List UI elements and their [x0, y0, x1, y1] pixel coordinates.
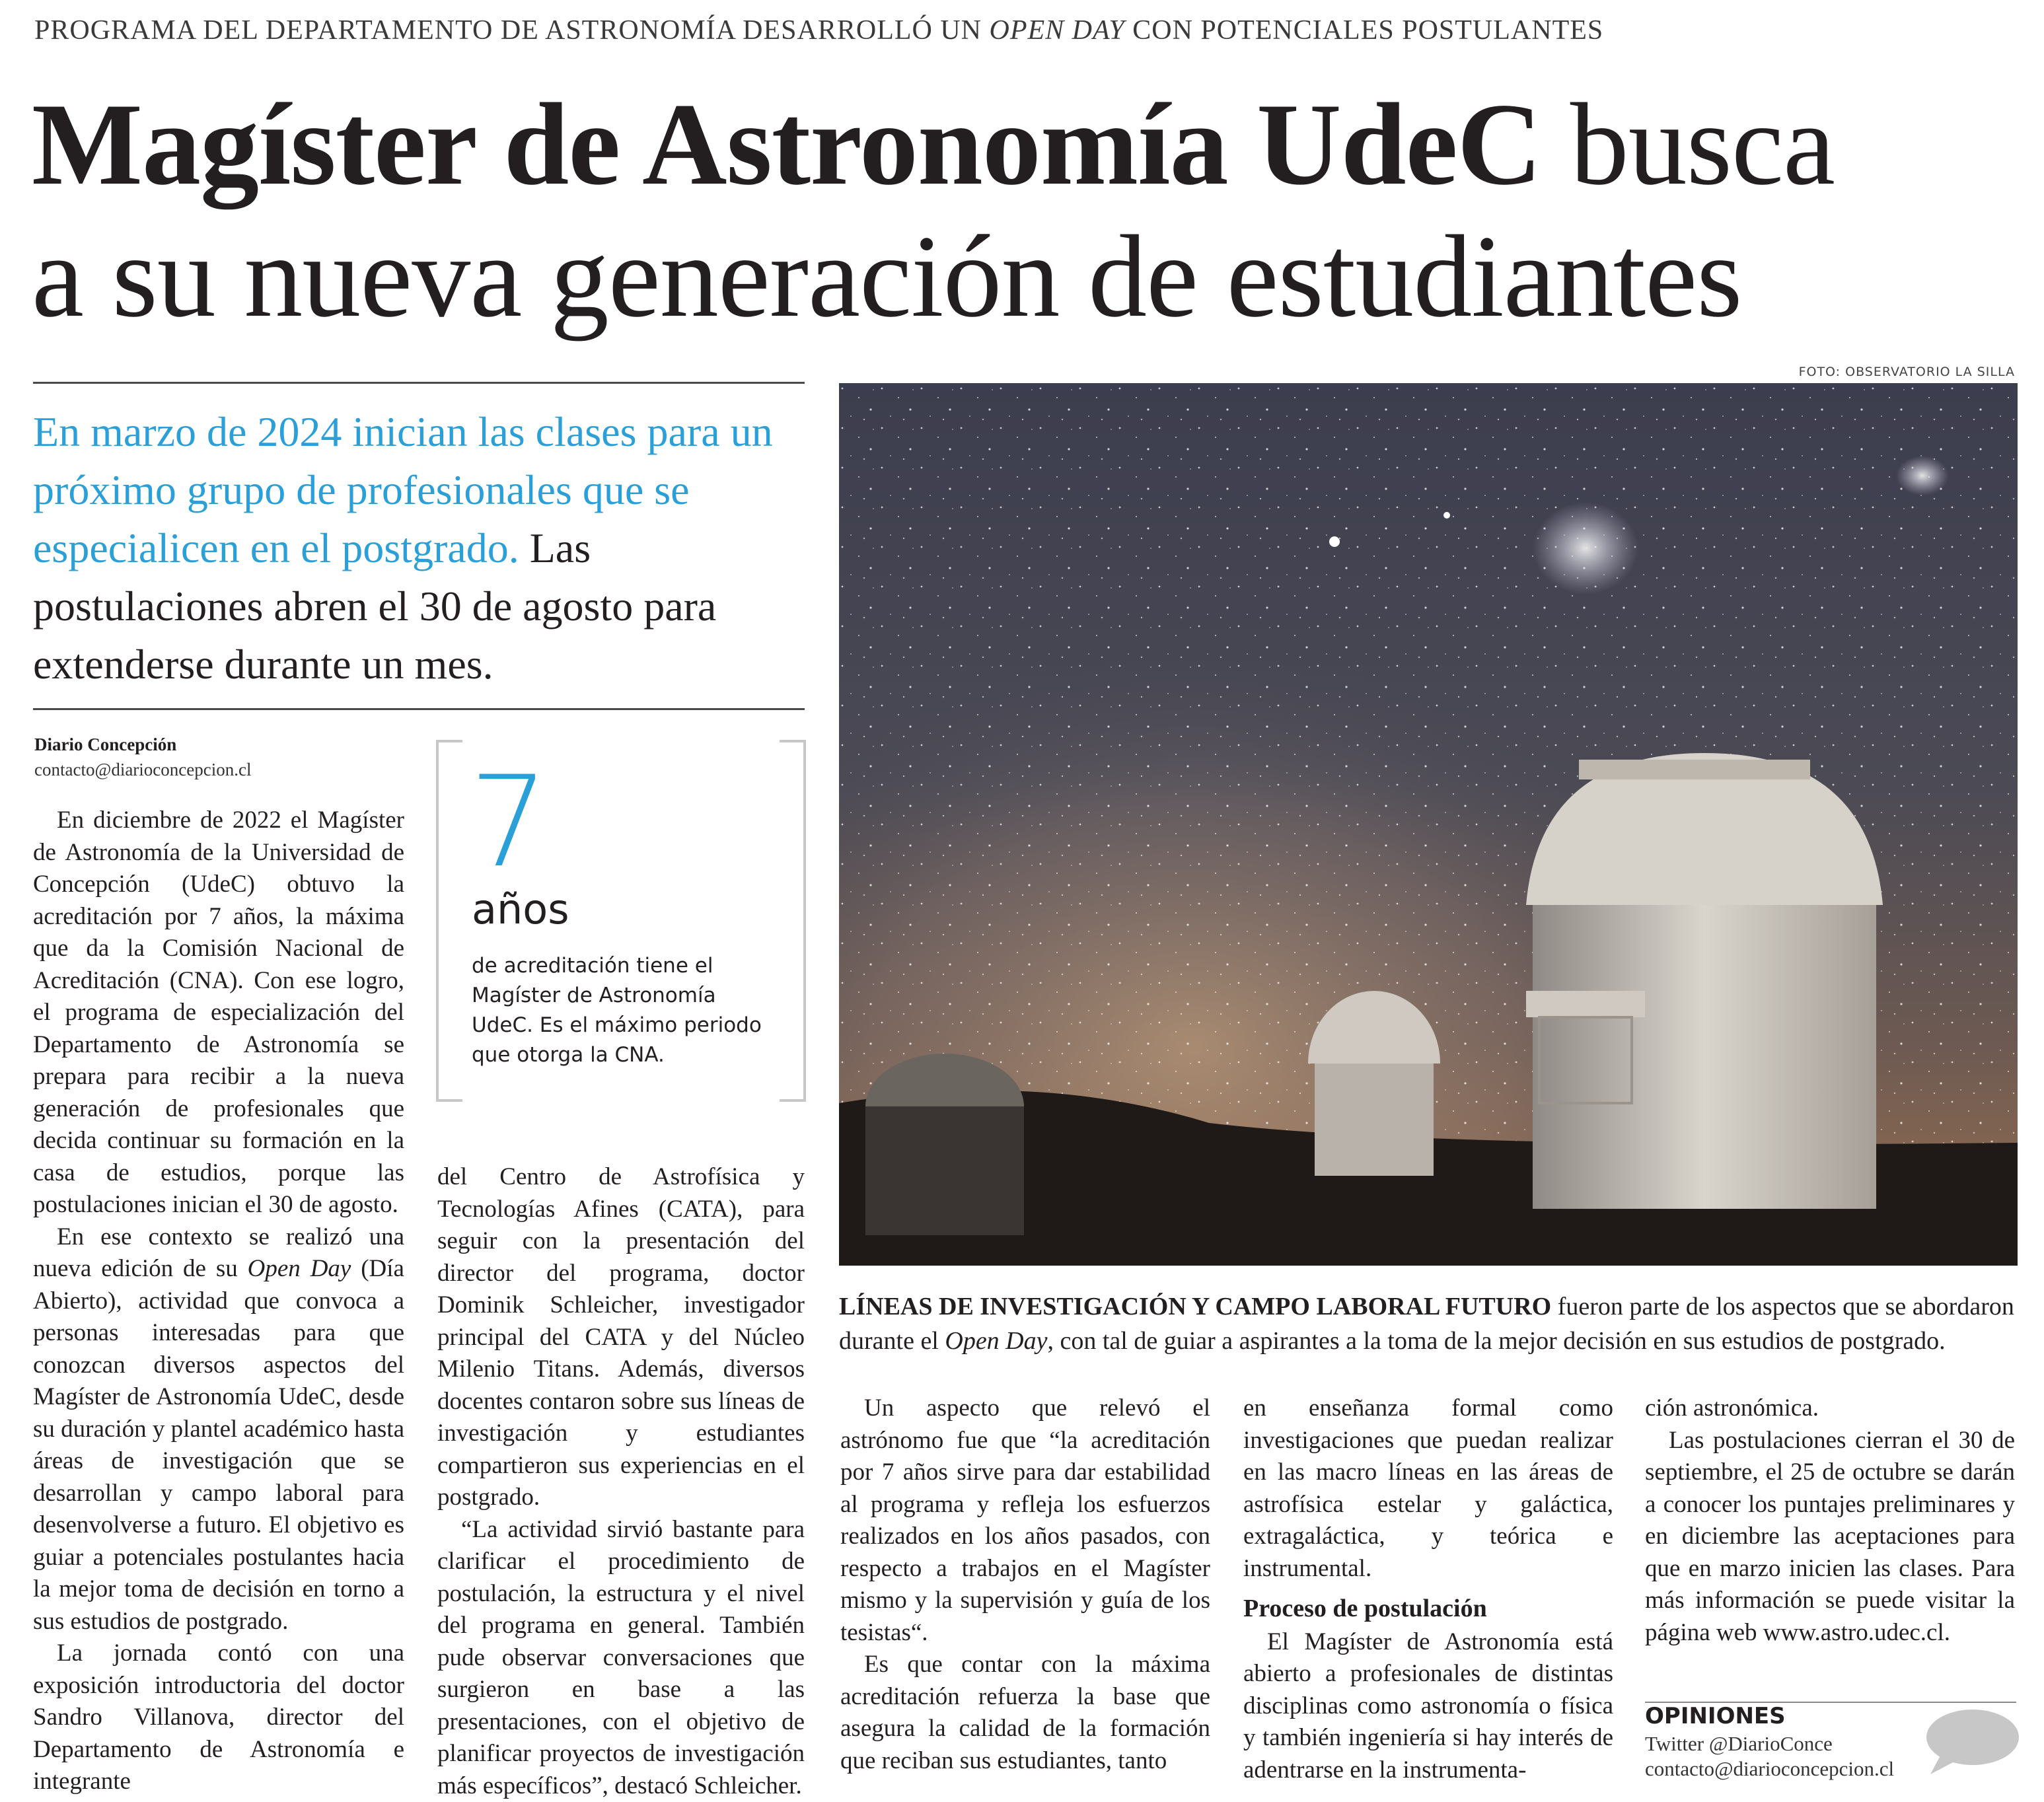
- observatory-photo: [839, 383, 2018, 1266]
- paragraph: en enseñanza formal como investigaciones que puedan realizar en las macro líneas en las áreas de astrofísica estelar y galáctica, extragaláctica, y teórica e instrumental.: [1243, 1392, 1613, 1585]
- kicker: [34, 15, 2016, 46]
- caption-italic: Open Day: [945, 1327, 1047, 1355]
- night-sky-observatory-image: [839, 383, 2018, 1266]
- byline-name: Diario Concepción: [34, 735, 176, 755]
- article-column-5: [1645, 1392, 2015, 1649]
- kicker-italic: OPEN DAY: [990, 15, 1125, 46]
- article-column-4: [1243, 1392, 1613, 1786]
- paragraph: La jornada contó con una exposición introductoria del doctor Sandro Villanova, director del Departamento de Astronomía e integrante: [33, 1638, 404, 1798]
- lead-bottom-rule: [33, 708, 805, 710]
- photo-caption: [839, 1289, 2022, 1358]
- paragraph-italic: Open Day: [248, 1255, 351, 1282]
- byline-email: contacto@diarioconcepcion.cl: [34, 760, 251, 780]
- stat-description: de acreditación tiene el Magíster de Astronomía UdeC. Es el máximo periodo que otorga la CNA.: [472, 951, 782, 1070]
- headline-rest: busca: [1541, 79, 1835, 209]
- bracket-right: [780, 740, 806, 1102]
- paragraph: del Centro de Astrofísica y Tecnologías Afines (CATA), para seguir con la presentación del director del programa, doctor Dominik Schleicher, investigador principal del CATA y del Núcleo Milenio Titans. Además, diversos docentes contaron sobre sus líneas de investigación y estudiantes compartieron sus experiencias en el postgrado.: [437, 1161, 805, 1514]
- stat-number: 7: [469, 760, 549, 885]
- caption-text: , con tal de guiar a aspirantes a la toma de la mejor decisión en sus estudios de postgrado.: [1048, 1327, 1946, 1355]
- paragraph: [33, 1221, 404, 1638]
- paragraph: ción astronómica.: [1645, 1392, 2015, 1425]
- stat-unit: años: [472, 885, 569, 933]
- paragraph-text: En ese contexto se realizó una nueva edición de su: [33, 1223, 404, 1283]
- article-column-1: [33, 805, 404, 1798]
- paragraph: En diciembre de 2022 el Magíster de Astronomía de la Universidad de Concepción (UdeC) obtuvo la acreditación por 7 años, la máxima que da la Comisión Nacional de Acreditación (CNA). Con ese logro, el programa de especialización del Departamento de Astronomía se prepara para recibir a la nueva generación de profesionales que decida continuar su formación en la casa de estudios, porque las postulaciones inician el 30 de agosto.: [33, 805, 404, 1221]
- lead-paragraph: [33, 403, 813, 694]
- paragraph: Las postulaciones cierran el 30 de septiembre, el 25 de octubre se darán a conocer los puntajes preliminares y en diciembre las aceptaciones para que en marzo inicien las clases. Para más información se puede visitar la página web www.astro.udec.cl.: [1645, 1425, 2015, 1649]
- bracket-left: [436, 740, 462, 1102]
- lead-black: Las postulaciones abren el 30 de agosto para extenderse durante un mes.: [33, 524, 716, 688]
- caption-bold: LÍNEAS DE INVESTIGACIÓN Y CAMPO LABORAL FUTURO: [839, 1293, 1551, 1320]
- paragraph: Un aspecto que relevó el astrónomo fue que “la acreditación por 7 años sirve para dar estabilidad al programa y refleja los esfuerzos realizados en los años pasados, con respecto a trabajos en el Magíster mismo y la supervisión y guía de los tesistas“.: [840, 1392, 1210, 1649]
- photo-credit: FOTO: OBSERVATORIO LA SILLA: [1744, 365, 2015, 379]
- paragraph: “La actividad sirvió bastante para clarificar el procedimiento de postulación, la estructura y el nivel del programa en general. También pude observar conversaciones que surgieron en base a las presentaciones, con el objetivo de planificar proyectos de investigación más específicos”, destacó Schleicher.: [437, 1514, 805, 1802]
- lead-top-rule: [33, 382, 805, 384]
- headline-line2: a su nueva generación de estudiantes: [32, 211, 1741, 342]
- opiniones-twitter: Twitter @DiarioConce: [1645, 1732, 1833, 1756]
- article-column-3: [840, 1392, 1210, 1777]
- paragraph-text: (Día Abierto), actividad que convoca a personas interesadas para que conozcan diversos aspectos del Magíster de Astronomía UdeC, desde su duración y plantel académico hasta áreas de investigación que se desarrollan y campo laboral para desenvolverse a futuro. El objetivo es guiar a potenciales postulantes hacia la mejor toma de decisión en torno a sus estudios de postgrado.: [33, 1255, 404, 1635]
- headline: [32, 78, 2027, 342]
- kicker-text-end: CON POTENCIALES POSTULANTES: [1125, 15, 1604, 46]
- caption-text: fueron parte de los aspectos que se abordaron durante el: [839, 1293, 2014, 1355]
- opiniones-title: OPINIONES: [1645, 1703, 1786, 1729]
- lead-blue: En marzo de 2024 inician las clases para un próximo grupo de profesionales que se especialicen en el postgrado.: [33, 408, 773, 571]
- paragraph: El Magíster de Astronomía está abierto a profesionales de distintas disciplinas como astronomía o física y también ingeniería si hay interés de adentrarse en la instrumenta-: [1243, 1626, 1613, 1787]
- kicker-text: PROGRAMA DEL DEPARTAMENTO DE ASTRONOMÍA DESARROLLÓ UN: [34, 15, 990, 46]
- speech-bubble-icon: [1921, 1708, 2020, 1777]
- headline-bold: Magíster de Astronomía UdeC: [32, 79, 1541, 209]
- article-column-2: [437, 1161, 805, 1802]
- paragraph: Es que contar con la máxima acreditación refuerza la base que asegura la calidad de la formación que reciban sus estudiantes, tanto: [840, 1649, 1210, 1777]
- section-heading: Proceso de postulación: [1243, 1593, 1613, 1625]
- opiniones-email: contacto@diarioconcepcion.cl: [1645, 1757, 1894, 1781]
